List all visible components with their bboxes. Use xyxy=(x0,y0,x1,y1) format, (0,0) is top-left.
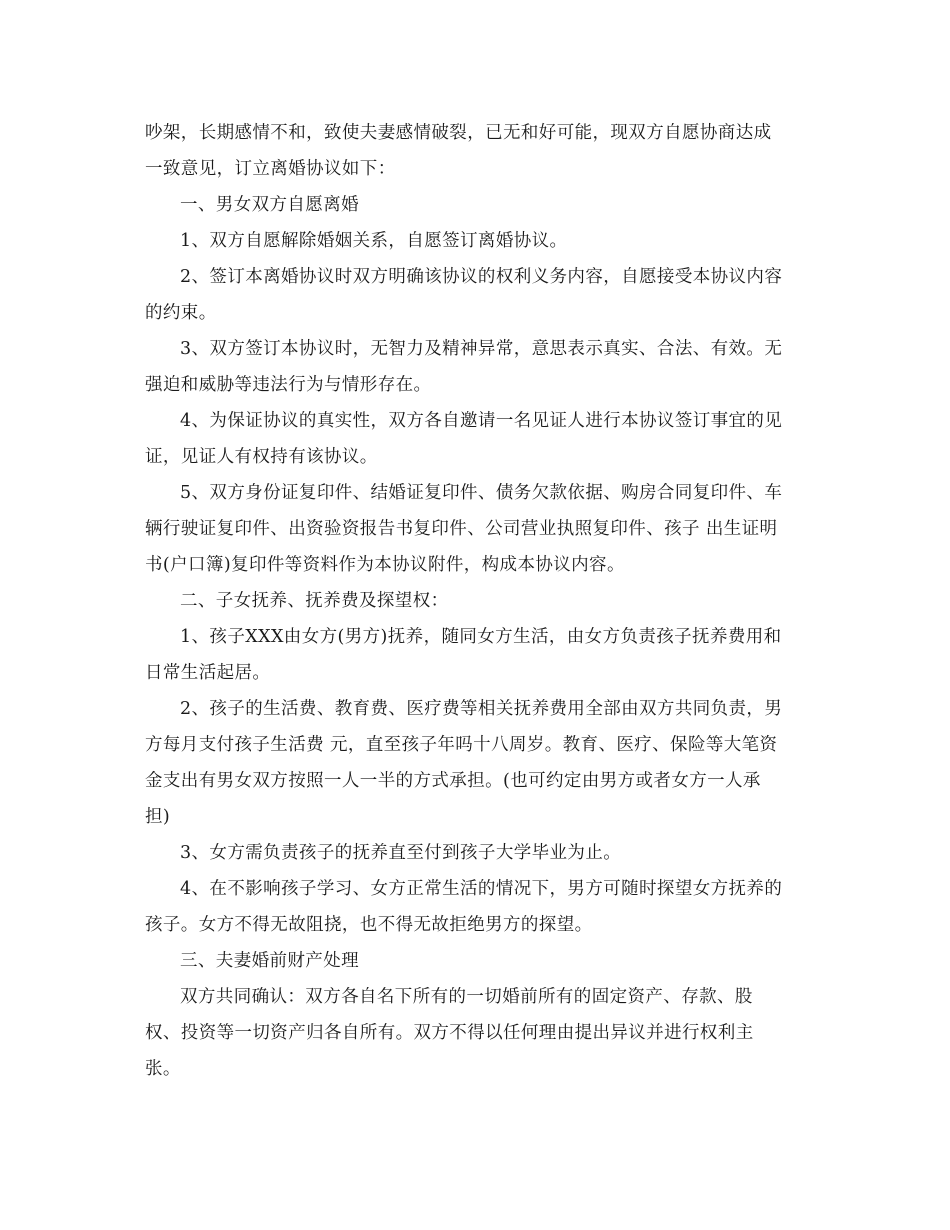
clause-1-4: 4、为保证协议的真实性，双方各自邀请一名见证人进行本协议签订事宜的见 证，见证人有权持有该协议。 xyxy=(145,411,783,467)
clause-3-1: 双方共同确认：双方各自名下所有的一切婚前所有的固定资产、存款、股 权、投资等一切资产归各自所有。双方不得以任何理由提出异议并进行权利主 张。 xyxy=(145,987,754,1079)
clause-2-1: 1、孩子XXX由女方(男方)抚养，随同女方生活，由女方负责孩子抚养费用和 日常生活起居。 xyxy=(145,627,782,683)
clause-2-3: 3、女方需负责孩子的抚养直至付到孩子大学毕业为止。 xyxy=(180,843,622,863)
clause-2-4: 4、在不影响孩子学习、女方正常生活的情况下，男方可随时探望女方抚养的 孩子。女方不得无故阻挠，也不得无故拒绝男方的探望。 xyxy=(145,879,783,935)
paragraph-intro: 吵架，长期感情不和，致使夫妻感情破裂，已无和好可能，现双方自愿协商达成 一致意见，订立离婚协议如下： xyxy=(145,123,772,179)
document-body xyxy=(145,115,810,1087)
section-heading-3: 三、夫妻婚前财产处理 xyxy=(180,951,359,971)
clause-2-2: 2、孩子的生活费、教育费、医疗费等相关抚养费用全部由双方共同负责，男 方每月支付孩子生活费 元，直至孩子年吗十八周岁。教育、医疗、保险等大笔资 金支出有男女双方按照一人一半的方式承担。(也可约定由男方或者女方一人承 担) xyxy=(145,699,783,827)
section-heading-1: 一、男女双方自愿离婚 xyxy=(180,195,359,215)
clause-1-2: 2、签订本离婚协议时双方明确该协议的权利义务内容，自愿接受本协议内容 的约束。 xyxy=(145,267,783,323)
section-heading-2: 二、子女抚养、抚养费及探望权： xyxy=(180,591,449,611)
clause-1-5: 5、双方身份证复印件、结婚证复印件、债务欠款依据、购房合同复印件、车 辆行驶证复印件、出资验资报告书复印件、公司营业执照复印件、孩子 出生证明 书(户口簿)复印件等资料作为本协议附件，构成本协议内容。 xyxy=(145,483,783,575)
clause-1-3: 3、双方签订本协议时，无智力及精神异常，意思表示真实、合法、有效。无 强迫和威胁等违法行为与情形存在。 xyxy=(145,339,783,395)
clause-1-1: 1、双方自愿解除婚姻关系，自愿签订离婚协议。 xyxy=(180,231,568,251)
